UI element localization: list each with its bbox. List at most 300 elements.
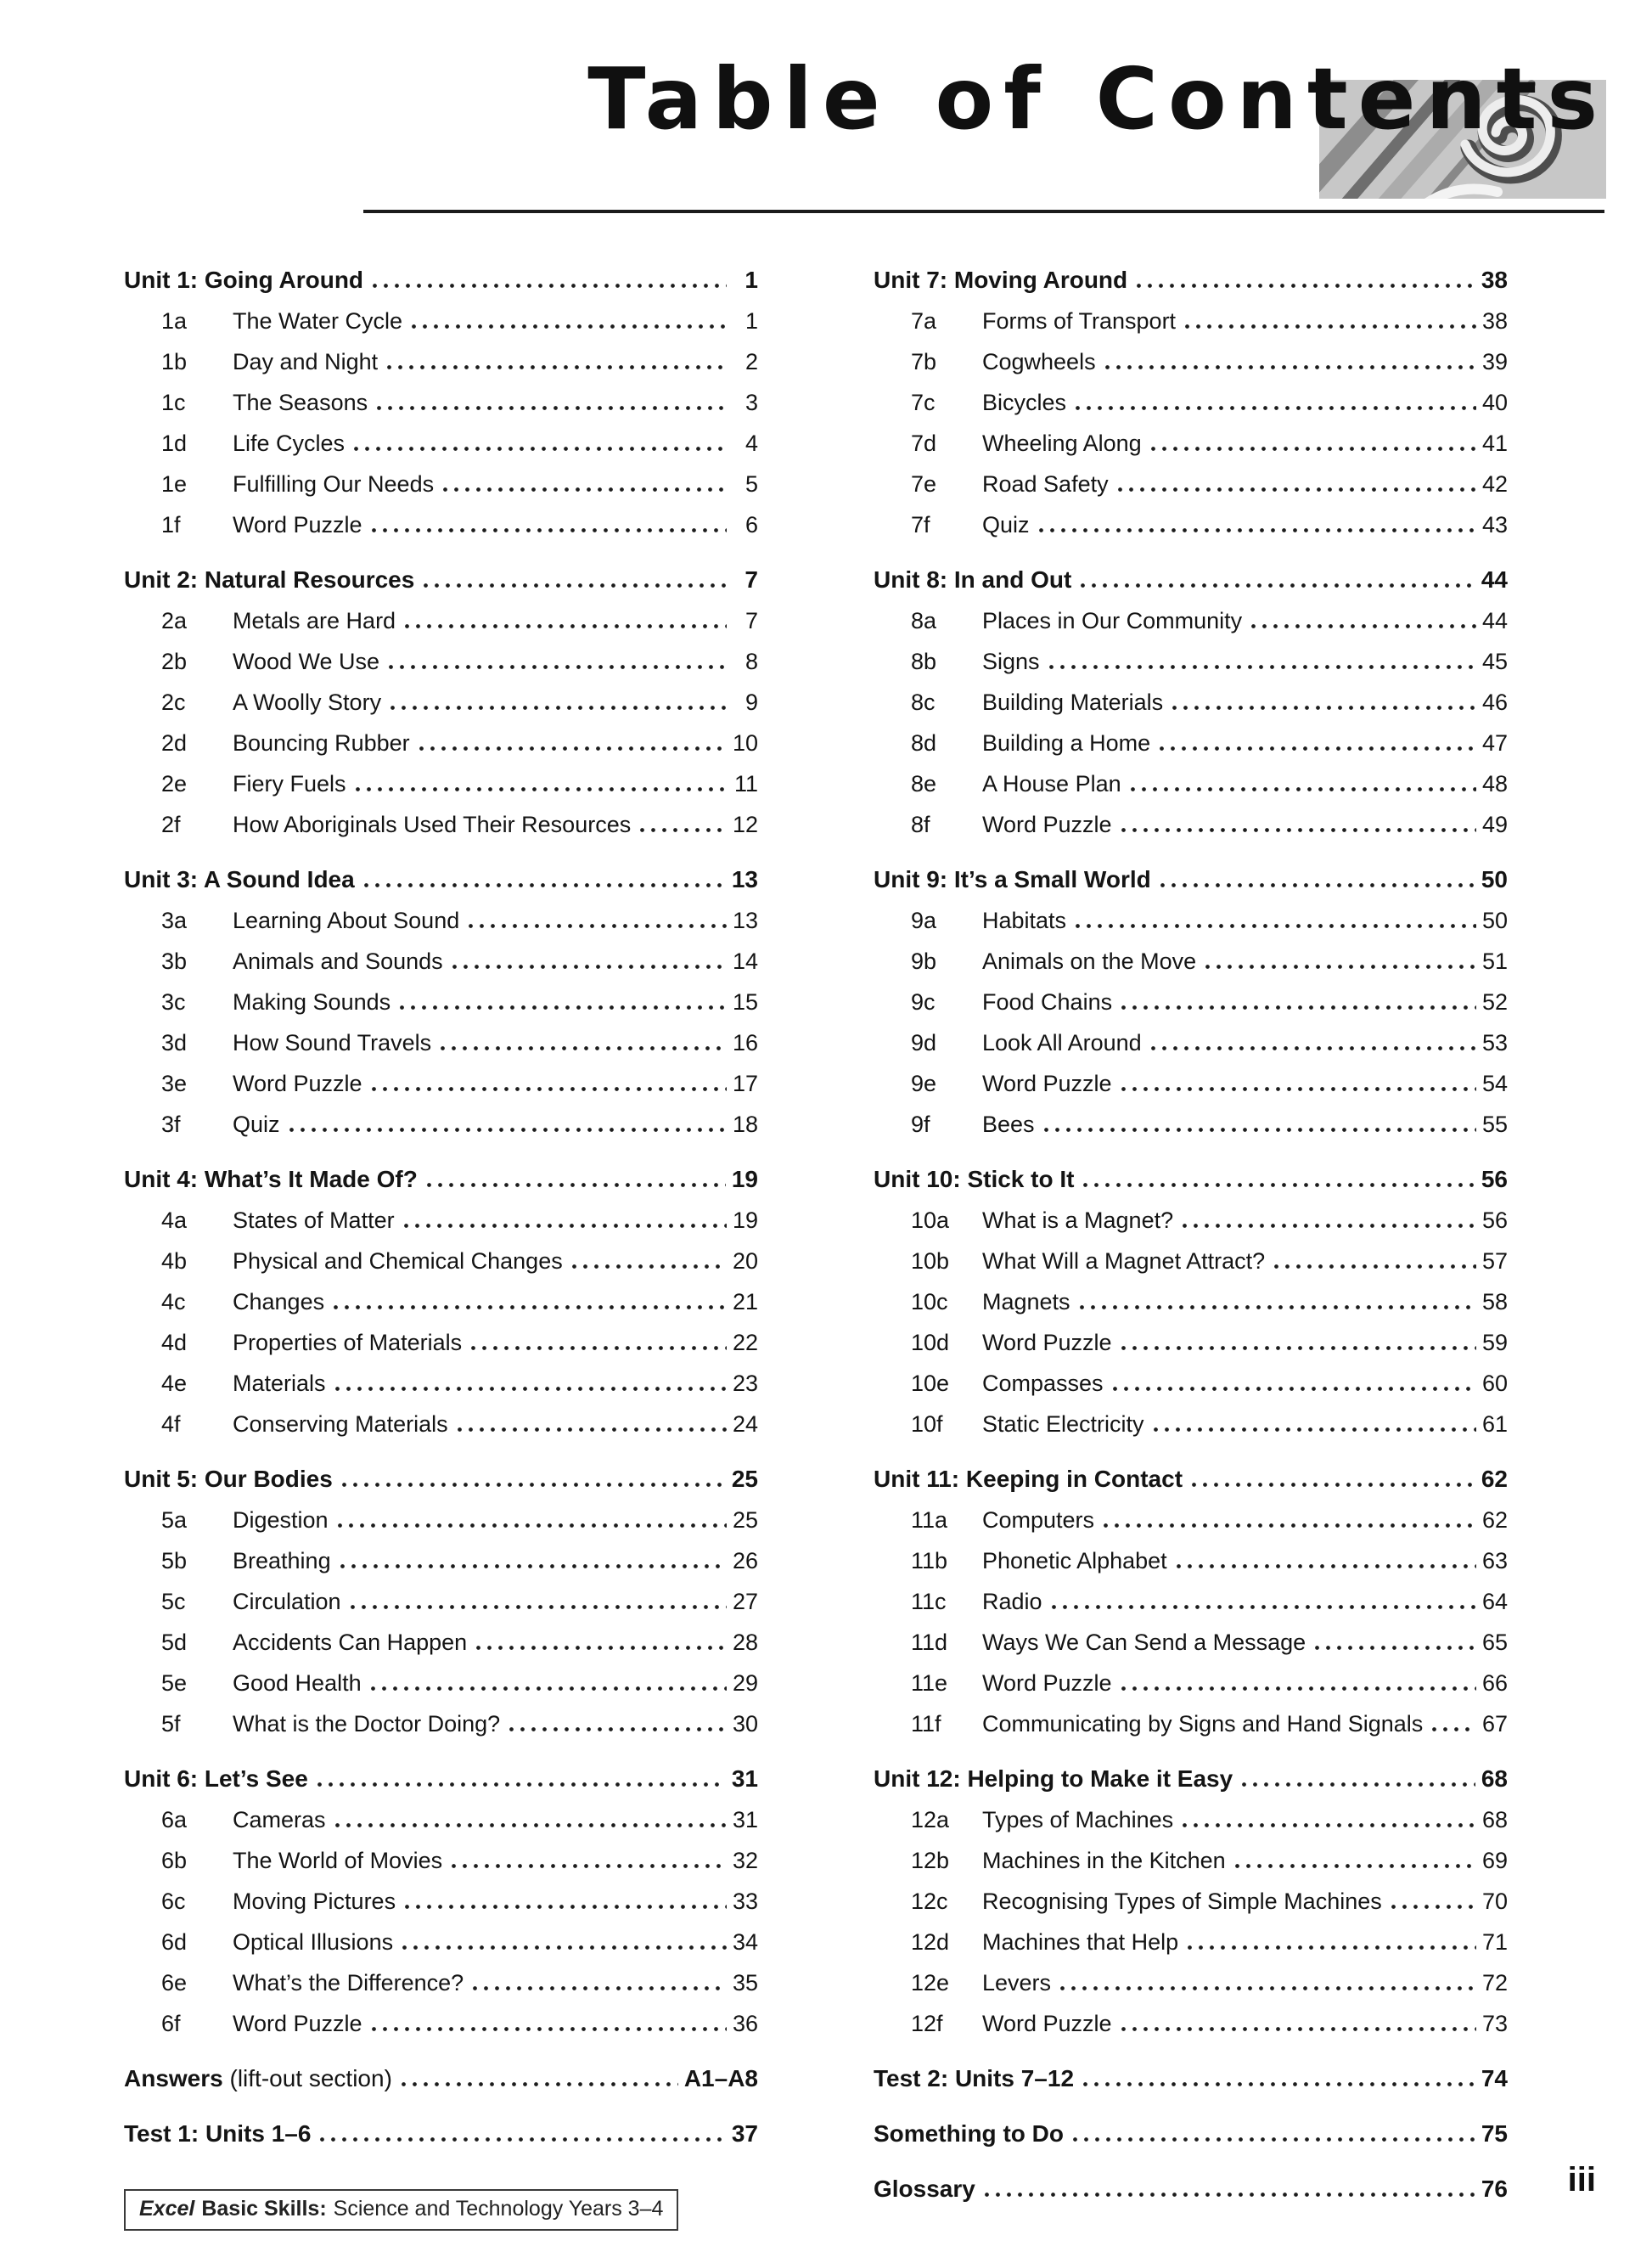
dot-leader <box>1080 1159 1475 1200</box>
dot-leader <box>317 2114 725 2154</box>
page-ref: 35 <box>732 1970 758 1996</box>
section-title: Unit 7: Moving Around <box>874 267 1128 293</box>
item-title: Communicating by Signs and Hand Signals <box>982 1711 1424 1737</box>
dot-leader <box>1118 1322 1476 1363</box>
item-code: 5a <box>161 1507 188 1533</box>
page-ref: 74 <box>1481 2065 1508 2091</box>
page-number: iii <box>1567 2161 1596 2198</box>
item-title: Habitats <box>982 908 1067 933</box>
item-code: 2c <box>161 690 186 715</box>
item-title: Breathing <box>233 1548 331 1573</box>
dot-leader <box>1182 301 1476 341</box>
page-ref: 49 <box>1481 812 1508 837</box>
toc-item-row <box>874 1500 1508 1540</box>
page-ref: 22 <box>732 1330 758 1355</box>
section-title: Unit 10: Stick to It <box>874 1166 1075 1192</box>
toc-item-row <box>874 2003 1508 2044</box>
page-ref: 50 <box>1481 908 1508 933</box>
item-code: 7b <box>911 349 937 374</box>
page-ref: 25 <box>731 1466 758 1492</box>
dot-leader <box>408 301 727 341</box>
item-code: 6e <box>161 1970 188 1996</box>
item-title: States of Matter <box>233 1207 395 1233</box>
dot-leader <box>339 1459 726 1500</box>
toc-item-row <box>124 1363 758 1404</box>
item-code: 10d <box>911 1330 950 1355</box>
dot-leader <box>352 763 727 804</box>
item-title: Materials <box>233 1371 326 1396</box>
dot-leader <box>1133 260 1475 301</box>
unit-block <box>124 1459 758 1744</box>
item-title: Word Puzzle <box>982 1670 1112 1696</box>
dot-leader <box>1115 464 1476 504</box>
toc-item-row <box>874 1962 1508 2003</box>
dot-leader <box>1184 1922 1476 1962</box>
toc-heading-row <box>874 2169 1508 2210</box>
dot-leader <box>1077 560 1475 600</box>
item-title: Word Puzzle <box>982 2011 1112 2036</box>
toc-item-row <box>124 423 758 464</box>
item-title: Wheeling Along <box>982 431 1142 456</box>
dot-leader <box>1102 341 1476 382</box>
page-ref: 11 <box>733 771 758 797</box>
page-ref: 48 <box>1481 771 1508 797</box>
dot-leader <box>384 341 727 382</box>
page-ref: 32 <box>732 1848 758 1873</box>
toc-item-row <box>874 1241 1508 1281</box>
toc-heading-row <box>124 1459 758 1500</box>
item-code: 6d <box>161 1929 188 1955</box>
toc-item-row <box>874 341 1508 382</box>
page-ref: 42 <box>1481 471 1508 497</box>
toc-item-row <box>874 464 1508 504</box>
toc-heading-row <box>124 859 758 900</box>
dot-leader <box>1118 1063 1476 1104</box>
item-title: Fulfilling Our Needs <box>233 471 435 497</box>
section-title: Unit 2: Natural Resources <box>124 566 415 593</box>
item-title: Optical Illusions <box>233 1929 394 1955</box>
item-title: Metals are Hard <box>233 608 396 633</box>
page-ref: 56 <box>1481 1166 1508 1192</box>
toc-item-row <box>874 804 1508 845</box>
item-title: Fiery Fuels <box>233 771 346 797</box>
item-code: 12e <box>911 1970 950 1996</box>
toc-heading-row <box>874 2114 1508 2154</box>
page-ref: 65 <box>1481 1630 1508 1655</box>
item-code: 12c <box>911 1889 948 1914</box>
dot-leader <box>420 560 727 600</box>
toc-heading-row <box>124 1159 758 1200</box>
toc-item-row <box>874 900 1508 941</box>
toc-columns <box>124 260 1508 2210</box>
page-ref: 39 <box>1481 349 1508 374</box>
item-code: 8e <box>911 771 937 797</box>
page-ref: 37 <box>731 2120 758 2147</box>
dot-leader <box>469 1962 727 2003</box>
unit-block <box>124 560 758 845</box>
page-ref: 7 <box>745 566 758 593</box>
toc-item-row <box>124 341 758 382</box>
toc-item-row <box>124 723 758 763</box>
dot-leader <box>448 1840 727 1881</box>
item-title: Physical and Chemical Changes <box>233 1248 563 1274</box>
item-title: Digestion <box>233 1507 329 1533</box>
dot-leader <box>1118 2003 1476 2044</box>
item-code: 7d <box>911 431 937 456</box>
page-ref: 38 <box>1481 308 1508 334</box>
item-code: 10c <box>911 1289 948 1314</box>
item-code: 8f <box>911 812 930 837</box>
page-ref: A1–A8 <box>683 2065 758 2091</box>
toc-item-row <box>874 301 1508 341</box>
unit-block <box>874 1159 1508 1444</box>
item-title: Road Safety <box>982 471 1109 497</box>
page-ref: 16 <box>732 1030 758 1056</box>
item-title: Circulation <box>233 1589 341 1614</box>
toc-item-row <box>124 900 758 941</box>
item-title: How Sound Travels <box>233 1030 432 1056</box>
dot-leader <box>473 1622 727 1663</box>
page-title: Table of Contents <box>587 49 1608 149</box>
toc-item-row <box>874 1581 1508 1622</box>
dot-leader <box>334 1500 727 1540</box>
item-code: 12d <box>911 1929 950 1955</box>
toc-item-row <box>874 1281 1508 1322</box>
toc-item-row <box>874 1404 1508 1444</box>
item-code: 11d <box>911 1630 948 1655</box>
toc-heading-row <box>874 560 1508 600</box>
dot-leader <box>1148 423 1476 464</box>
item-title: Word Puzzle <box>982 1071 1112 1096</box>
page-ref: 36 <box>732 2011 758 2036</box>
item-title: What is the Doctor Doing? <box>233 1711 501 1737</box>
toc-heading-row <box>124 2058 758 2099</box>
toc-item-row <box>124 464 758 504</box>
item-code: 10e <box>911 1371 950 1396</box>
page-ref: 46 <box>1481 690 1508 715</box>
toc-item-row <box>124 1799 758 1840</box>
toc-heading-row <box>124 2114 758 2154</box>
item-title: The World of Movies <box>233 1848 443 1873</box>
item-code: 6f <box>161 2011 181 2036</box>
toc-item-row <box>124 804 758 845</box>
toc-heading-row <box>874 1459 1508 1500</box>
section-title: Unit 6: Let’s See <box>124 1765 308 1792</box>
item-code: 8d <box>911 730 937 756</box>
item-code: 2b <box>161 649 188 674</box>
page-ref: 62 <box>1481 1466 1508 1492</box>
item-title: The Water Cycle <box>233 308 403 334</box>
page-ref: 5 <box>745 471 758 497</box>
item-title: Compasses <box>982 1371 1104 1396</box>
item-title: Word Puzzle <box>233 1071 362 1096</box>
item-title: Quiz <box>982 512 1030 538</box>
page-ref: 2 <box>745 349 758 374</box>
dot-leader <box>368 504 727 545</box>
page-ref: 6 <box>745 512 758 538</box>
section-title: Unit 3: A Sound Idea <box>124 866 355 892</box>
footer-brand-box <box>124 2189 678 2231</box>
toc-item-row <box>874 1922 1508 1962</box>
item-code: 4d <box>161 1330 188 1355</box>
dot-leader <box>437 1022 727 1063</box>
page-ref: 75 <box>1481 2120 1508 2147</box>
item-title: Radio <box>982 1589 1042 1614</box>
item-title: Computers <box>982 1507 1095 1533</box>
item-code: 6a <box>161 1807 188 1832</box>
page-ref: 1 <box>745 308 758 334</box>
page-ref: 15 <box>732 989 758 1015</box>
item-code: 4f <box>161 1411 181 1437</box>
toc-item-row <box>124 382 758 423</box>
toc-item-row <box>124 1104 758 1145</box>
page-ref: 24 <box>732 1411 758 1437</box>
dot-leader <box>369 260 727 301</box>
toc-item-row <box>874 1703 1508 1744</box>
dot-leader <box>416 723 727 763</box>
page-ref: 64 <box>1481 1589 1508 1614</box>
item-code: 8c <box>911 690 936 715</box>
page-ref: 31 <box>732 1807 758 1832</box>
item-title: Animals and Sounds <box>233 949 443 974</box>
item-code: 6c <box>161 1889 186 1914</box>
item-code: 9f <box>911 1112 930 1137</box>
item-title: Properties of Materials <box>233 1330 463 1355</box>
item-title: How Aboriginals Used Their Resources <box>233 812 632 837</box>
item-code: 5c <box>161 1589 186 1614</box>
toc-item-row <box>124 1703 758 1744</box>
item-code: 10a <box>911 1207 950 1233</box>
section-title: Test 1: Units 1–6 <box>124 2120 312 2147</box>
page-ref: 60 <box>1481 1371 1508 1396</box>
toc-item-row <box>124 1322 758 1363</box>
toc-item-row <box>874 1799 1508 1840</box>
item-title: Quiz <box>233 1112 280 1137</box>
dot-leader <box>330 1281 727 1322</box>
item-title: Wood We Use <box>233 649 380 674</box>
page-ref: 71 <box>1481 1929 1508 1955</box>
item-code: 2f <box>161 812 181 837</box>
toc-item-row <box>124 1663 758 1703</box>
dot-leader <box>1156 723 1476 763</box>
item-title: Static Electricity <box>982 1411 1144 1437</box>
item-code: 1b <box>161 349 188 374</box>
toc-item-row <box>874 1063 1508 1104</box>
page-ref: 4 <box>745 431 758 456</box>
item-title: Accidents Can Happen <box>233 1630 468 1655</box>
page-ref: 61 <box>1481 1411 1508 1437</box>
section-title: Answers (lift-out section) <box>124 2065 392 2091</box>
dot-leader <box>387 682 727 723</box>
page-ref: 20 <box>732 1248 758 1274</box>
page-ref: 73 <box>1481 2011 1508 2036</box>
item-code: 5d <box>161 1630 188 1655</box>
dot-leader <box>1072 900 1476 941</box>
page-ref: 25 <box>732 1507 758 1533</box>
item-code: 11a <box>911 1507 948 1533</box>
dot-leader <box>1271 1241 1476 1281</box>
page-ref: 9 <box>745 690 758 715</box>
page-ref: 67 <box>1481 1711 1508 1737</box>
toc-heading-row <box>874 2058 1508 2099</box>
toc-item-row <box>124 1063 758 1104</box>
item-title: What is a Magnet? <box>982 1207 1174 1233</box>
toc-column-right <box>874 260 1508 2210</box>
item-code: 7f <box>911 512 930 538</box>
item-title: What’s the Difference? <box>233 1970 464 1996</box>
toc-item-row <box>874 1840 1508 1881</box>
item-title: Food Chains <box>982 989 1113 1015</box>
item-code: 4e <box>161 1371 188 1396</box>
item-title: Word Puzzle <box>233 512 362 538</box>
toc-item-row <box>874 1104 1508 1145</box>
item-code: 3a <box>161 908 188 933</box>
item-title: Conserving Materials <box>233 1411 448 1437</box>
toc-item-row <box>874 682 1508 723</box>
page-ref: 56 <box>1481 1207 1508 1233</box>
section-title: Unit 9: It’s a Small World <box>874 866 1151 892</box>
toc-item-row <box>124 1500 758 1540</box>
item-code: 11b <box>911 1548 948 1573</box>
item-title: Day and Night <box>233 349 379 374</box>
item-title: Machines in the Kitchen <box>982 1848 1226 1873</box>
page-ref: 31 <box>731 1765 758 1792</box>
page-ref: 68 <box>1481 1807 1508 1832</box>
page-ref: 43 <box>1481 512 1508 538</box>
page-ref: 10 <box>732 730 758 756</box>
section-title: Test 2: Units 7–12 <box>874 2065 1075 2091</box>
dot-leader <box>1429 1703 1476 1744</box>
toc-item-row <box>124 1540 758 1581</box>
item-title: Good Health <box>233 1670 362 1696</box>
item-code: 11c <box>911 1589 947 1614</box>
item-title: Bees <box>982 1112 1035 1137</box>
item-title: Making Sounds <box>233 989 391 1015</box>
unit-block <box>874 859 1508 1145</box>
item-title: Cogwheels <box>982 349 1096 374</box>
dot-leader <box>374 382 727 423</box>
item-title: Levers <box>982 1970 1052 1996</box>
item-title: Look All Around <box>982 1030 1142 1056</box>
toc-column-left <box>124 260 758 2210</box>
item-title: A Woolly Story <box>233 690 382 715</box>
item-title: Animals on the Move <box>982 949 1197 974</box>
item-code: 5e <box>161 1670 188 1696</box>
dot-leader <box>454 1404 727 1444</box>
dot-leader <box>399 1922 727 1962</box>
page-ref: 57 <box>1481 1248 1508 1274</box>
page-ref: 26 <box>732 1548 758 1573</box>
dot-leader <box>1248 600 1476 641</box>
item-title: Bicycles <box>982 390 1067 415</box>
page-ref: 40 <box>1481 390 1508 415</box>
dot-leader <box>1173 1540 1476 1581</box>
toc-item-row <box>874 982 1508 1022</box>
section-title: Unit 5: Our Bodies <box>124 1466 333 1492</box>
item-title: Moving Pictures <box>233 1889 396 1914</box>
dot-leader <box>402 1881 727 1922</box>
toc-item-row <box>124 600 758 641</box>
unit-block <box>124 1759 758 2044</box>
item-code: 5f <box>161 1711 181 1737</box>
brand-series-label: Basic Skills: <box>201 2197 327 2221</box>
item-code: 1a <box>161 308 188 334</box>
page-ref: 76 <box>1481 2176 1508 2202</box>
page-ref: 50 <box>1481 866 1508 892</box>
unit-block <box>124 859 758 1145</box>
toc-item-row <box>124 941 758 982</box>
page-ref: 70 <box>1481 1889 1508 1914</box>
dot-leader <box>1041 1104 1476 1145</box>
page-ref: 21 <box>732 1289 758 1314</box>
toc-item-row <box>124 682 758 723</box>
toc-item-row <box>874 641 1508 682</box>
page-ref: 27 <box>732 1589 758 1614</box>
toc-item-row <box>124 2003 758 2044</box>
dot-leader <box>1179 1799 1476 1840</box>
item-title: The Seasons <box>233 390 368 415</box>
toc-item-row <box>124 301 758 341</box>
dot-leader <box>1388 1881 1476 1922</box>
dot-leader <box>385 641 727 682</box>
dot-leader <box>351 423 727 464</box>
dot-leader <box>368 1663 727 1703</box>
section-title: Unit 1: Going Around <box>124 267 364 293</box>
item-code: 12b <box>911 1848 950 1873</box>
toc-item-row <box>874 763 1508 804</box>
toc-item-row <box>124 1881 758 1922</box>
toc-item-row <box>124 504 758 545</box>
item-code: 8a <box>911 608 937 633</box>
item-title: Ways We Can Send a Message <box>982 1630 1306 1655</box>
item-code: 6b <box>161 1848 188 1873</box>
item-title: Learning About Sound <box>233 908 460 933</box>
dot-leader <box>440 464 727 504</box>
toc-heading-row <box>874 1159 1508 1200</box>
unit-block <box>874 260 1508 545</box>
dot-leader <box>1188 1459 1475 1500</box>
toc-heading-row <box>124 1759 758 1799</box>
section-title: Something to Do <box>874 2120 1064 2147</box>
dot-leader <box>396 982 727 1022</box>
toc-heading-row <box>874 260 1508 301</box>
toc-item-row <box>874 941 1508 982</box>
toc-heading-row <box>874 1759 1508 1799</box>
item-code: 11f <box>911 1711 941 1737</box>
item-code: 2a <box>161 608 188 633</box>
page-ref: 68 <box>1481 1765 1508 1792</box>
unit-block <box>874 1759 1508 2044</box>
dot-leader <box>368 1063 727 1104</box>
dot-leader <box>1100 1500 1476 1540</box>
brand-name: Excel <box>139 2197 195 2221</box>
dot-leader <box>402 600 727 641</box>
item-code: 3c <box>161 989 186 1015</box>
page-ref: 14 <box>732 949 758 974</box>
dot-leader <box>1036 504 1476 545</box>
toc-item-row <box>874 1200 1508 1241</box>
dot-leader <box>398 2058 678 2099</box>
toc-item-row <box>874 600 1508 641</box>
item-code: 2d <box>161 730 188 756</box>
item-title: Machines that Help <box>982 1929 1179 1955</box>
dot-leader <box>332 1363 727 1404</box>
toc-item-row <box>124 763 758 804</box>
page-ref: 19 <box>731 1166 758 1192</box>
item-title: Life Cycles <box>233 431 346 456</box>
page-ref: 51 <box>1481 949 1508 974</box>
item-title: Word Puzzle <box>982 1330 1112 1355</box>
